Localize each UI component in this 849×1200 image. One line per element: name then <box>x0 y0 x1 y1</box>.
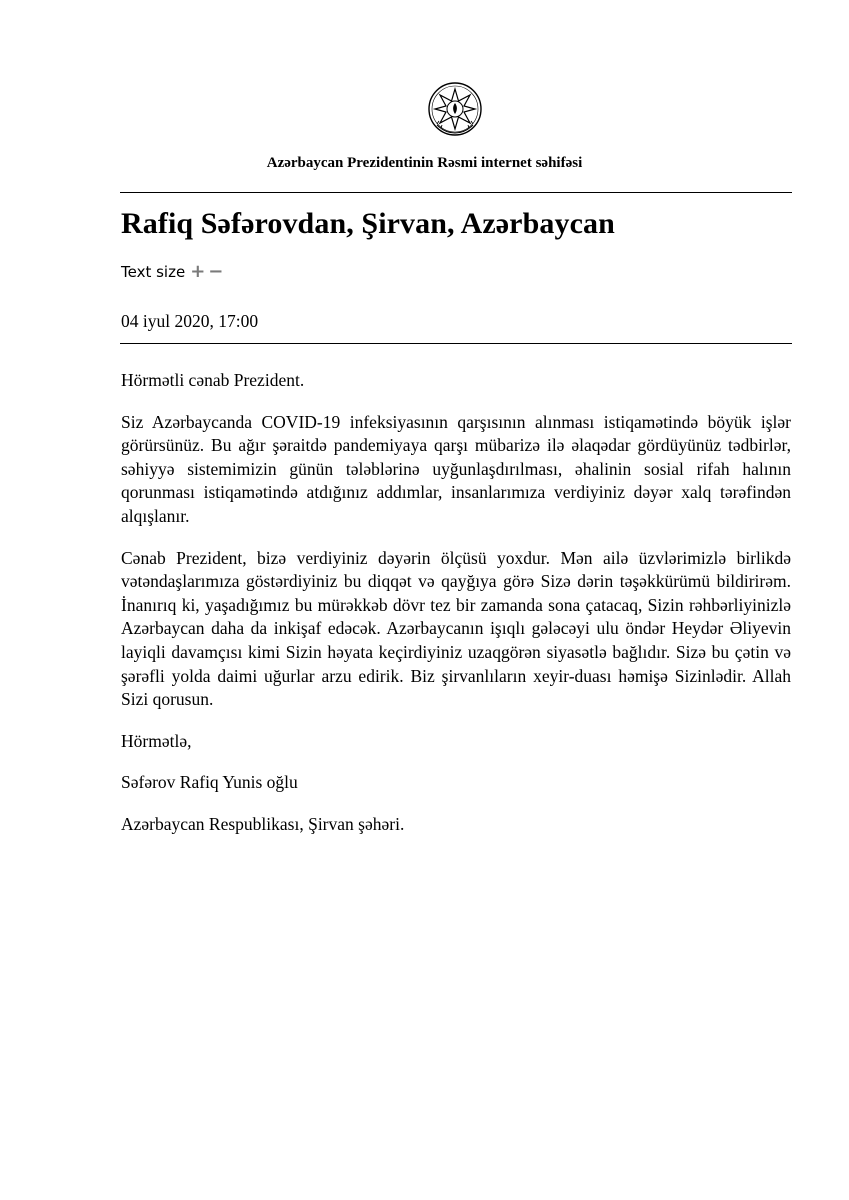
divider-middle <box>120 343 792 344</box>
signature-place: Azərbaycan Respublikası, Şirvan şəhəri. <box>121 813 405 834</box>
signature-name: Səfərov Rafiq Yunis oğlu <box>121 772 298 793</box>
divider-top <box>120 192 792 193</box>
text-size-increase-button[interactable]: + <box>190 261 206 282</box>
azerbaijan-state-emblem-icon <box>427 81 483 137</box>
page-title: Rafiq Səfərovdan, Şirvan, Azərbaycan <box>121 207 615 240</box>
text-size-label: Text size <box>121 263 186 281</box>
site-name: Azərbaycan Prezidentinin Rəsmi internet səhifəsi <box>266 155 583 171</box>
letter-paragraph: Siz Azərbaycanda COVID-19 infeksiyasının qarşısının alınması istiqamətində böyük işlər görürsünüz. Bu ağır şəraitdə pandemiyaya qarşı mübarizə ilə əlaqədar gördüyünüz tədbirlər, səhiyyə sistemimizin günün tələblərinə uyğunlaşdırılması, əhalinin sosial rifah halının qorunması istiqamətində atdığınız addımlar, insanlarımıza verdiyiniz dəyər xalq tərəfindən alqışlanır. <box>121 411 791 526</box>
publish-date: 04 iyul 2020, 17:00 <box>121 311 259 331</box>
text-size-control <box>121 263 223 281</box>
text-size-decrease-button[interactable]: − <box>208 261 224 282</box>
closing: Hörmətlə, <box>121 730 192 751</box>
letter-paragraph: Cənab Prezident, bizə verdiyiniz dəyərin ölçüsü yoxdur. Mən ailə üzvlərimizlə birlikdə vətəndaşlarımıza göstərdiyiniz bu diqqət və qayğıya görə Sizə dərin təşəkkürümü bildirirəm. İnanırıq ki, yaşadığımız bu mürəkkəb dövr tez bir zamanda sona çatacaq, Sizin rəhbərliyinizlə Azərbaycan daha da inkişaf edəcək. Azərbaycanın işıqlı gələcəyi ulu öndər Heydər Əliyevin layiqli davamçısı kimi Sizin həyata keçirdiyiniz uzaqgörən siyasətlə bağlıdır. Sizə bu çətin və şərəfli yolda daimi uğurlar arzu edirik. Biz şirvanlıların xeyir-duası həmişə Sizinlədir. Allah Sizi qorusun. <box>121 547 791 710</box>
letter-body <box>121 369 791 855</box>
greeting: Hörmətli cənab Prezident. <box>121 370 305 390</box>
